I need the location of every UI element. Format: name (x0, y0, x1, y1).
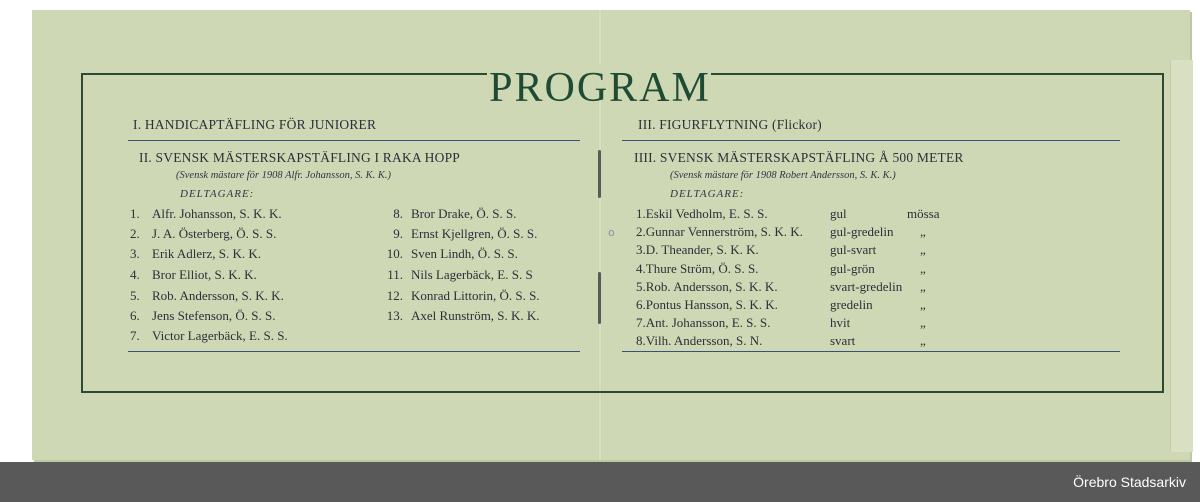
page-edge (1170, 60, 1193, 452)
list-item: 1. Alfr. Johansson, S. K. K. (130, 206, 282, 221)
archive-footer-bar (0, 462, 1200, 502)
list-item: 3. Erik Adlerz, S. K. K. (130, 246, 262, 261)
deltagare-label: DELTAGARE: (670, 188, 745, 200)
section-2-bottom-rule (128, 351, 580, 352)
list-item: 7.Ant. Johansson, E. S. S. (636, 315, 771, 330)
section-3-rule (622, 140, 1120, 141)
participant-color: gul-svart (830, 242, 877, 257)
participant-extra: „ (920, 333, 926, 348)
page-title: PROGRAM (489, 65, 711, 111)
list-item: 8. Bror Drake, Ö. S. S. (393, 206, 517, 221)
participant-extra: „ (920, 297, 926, 312)
section-4-heading: IIII. SVENSK MÄSTERSKAPSTÄFLING Å 500 METER (634, 150, 964, 165)
section-1-heading: I. HANDICAPTÄFLING FÖR JUNIORER (133, 117, 377, 132)
section-1-rule (128, 140, 580, 141)
list-item: 13. Axel Runström, S. K. K. (386, 308, 540, 323)
list-item: 6. Jens Stefenson, Ö. S. S. (130, 308, 276, 323)
section-2-note: (Svensk mästare för 1908 Alfr. Johansson, S. K. K.) (176, 170, 391, 181)
participant-color: gul-gredelin (830, 224, 894, 239)
participant-color: gul-grön (830, 261, 875, 276)
list-item: 3.D. Theander, S. K. K. (636, 242, 759, 257)
participant-color: hvit (830, 315, 851, 330)
list-item: 4.Thure Ström, Ö. S. S. (636, 261, 759, 276)
participant-color: svart (830, 333, 856, 348)
participant-color: svart-gredelin (830, 279, 903, 294)
participant-extra: „ (920, 224, 926, 239)
section-3-heading: III. FIGURFLYTNING (Flickor) (638, 117, 822, 132)
list-item: 5.Rob. Andersson, S. K. K. (636, 279, 778, 294)
participant-extra: mössa (907, 206, 940, 221)
participant-color: gredelin (830, 297, 873, 312)
participant-extra: „ (920, 261, 926, 276)
list-item: 8.Vilh. Andersson, S. N. (636, 333, 763, 348)
list-item: 2. J. A. Österberg, Ö. S. S. (130, 226, 277, 241)
list-item: 5. Rob. Andersson, S. K. K. (130, 288, 284, 303)
list-item: 2.Gunnar Vennerström, S. K. K. (636, 224, 803, 239)
list-item: 7. Victor Lagerbäck, E. S. S. (130, 328, 288, 343)
list-item: 1.Eskil Vedholm, E. S. S. (636, 206, 768, 221)
list-item: 11. Nils Lagerbäck, E. S. S (387, 267, 533, 282)
list-item: 9. Ernst Kjellgren, Ö. S. S. (393, 226, 538, 241)
pencil-mark: o (608, 226, 615, 239)
deltagare-label: DELTAGARE: (180, 188, 255, 200)
list-item: 6.Pontus Hansson, S. K. K. (636, 297, 778, 312)
participant-color: gul (830, 206, 847, 221)
participant-extra: „ (920, 242, 926, 257)
section-2-heading: II. SVENSK MÄSTERSKAPSTÄFLING I RAKA HOPP (139, 150, 460, 165)
list-item: 4. Bror Elliot, S. K. K. (130, 267, 257, 282)
list-item: 12. Konrad Littorin, Ö. S. S. (386, 288, 540, 303)
list-item: 10. Sven Lindh, Ö. S. S. (386, 246, 518, 261)
participant-extra: „ (920, 279, 926, 294)
section-4-bottom-rule (622, 351, 1120, 352)
participant-extra: „ (920, 315, 926, 330)
section-4-note: (Svensk mästare för 1908 Robert Andersson, S. K. K.) (670, 170, 896, 181)
archive-credit: Örebro Stadsarkiv (1073, 474, 1186, 490)
